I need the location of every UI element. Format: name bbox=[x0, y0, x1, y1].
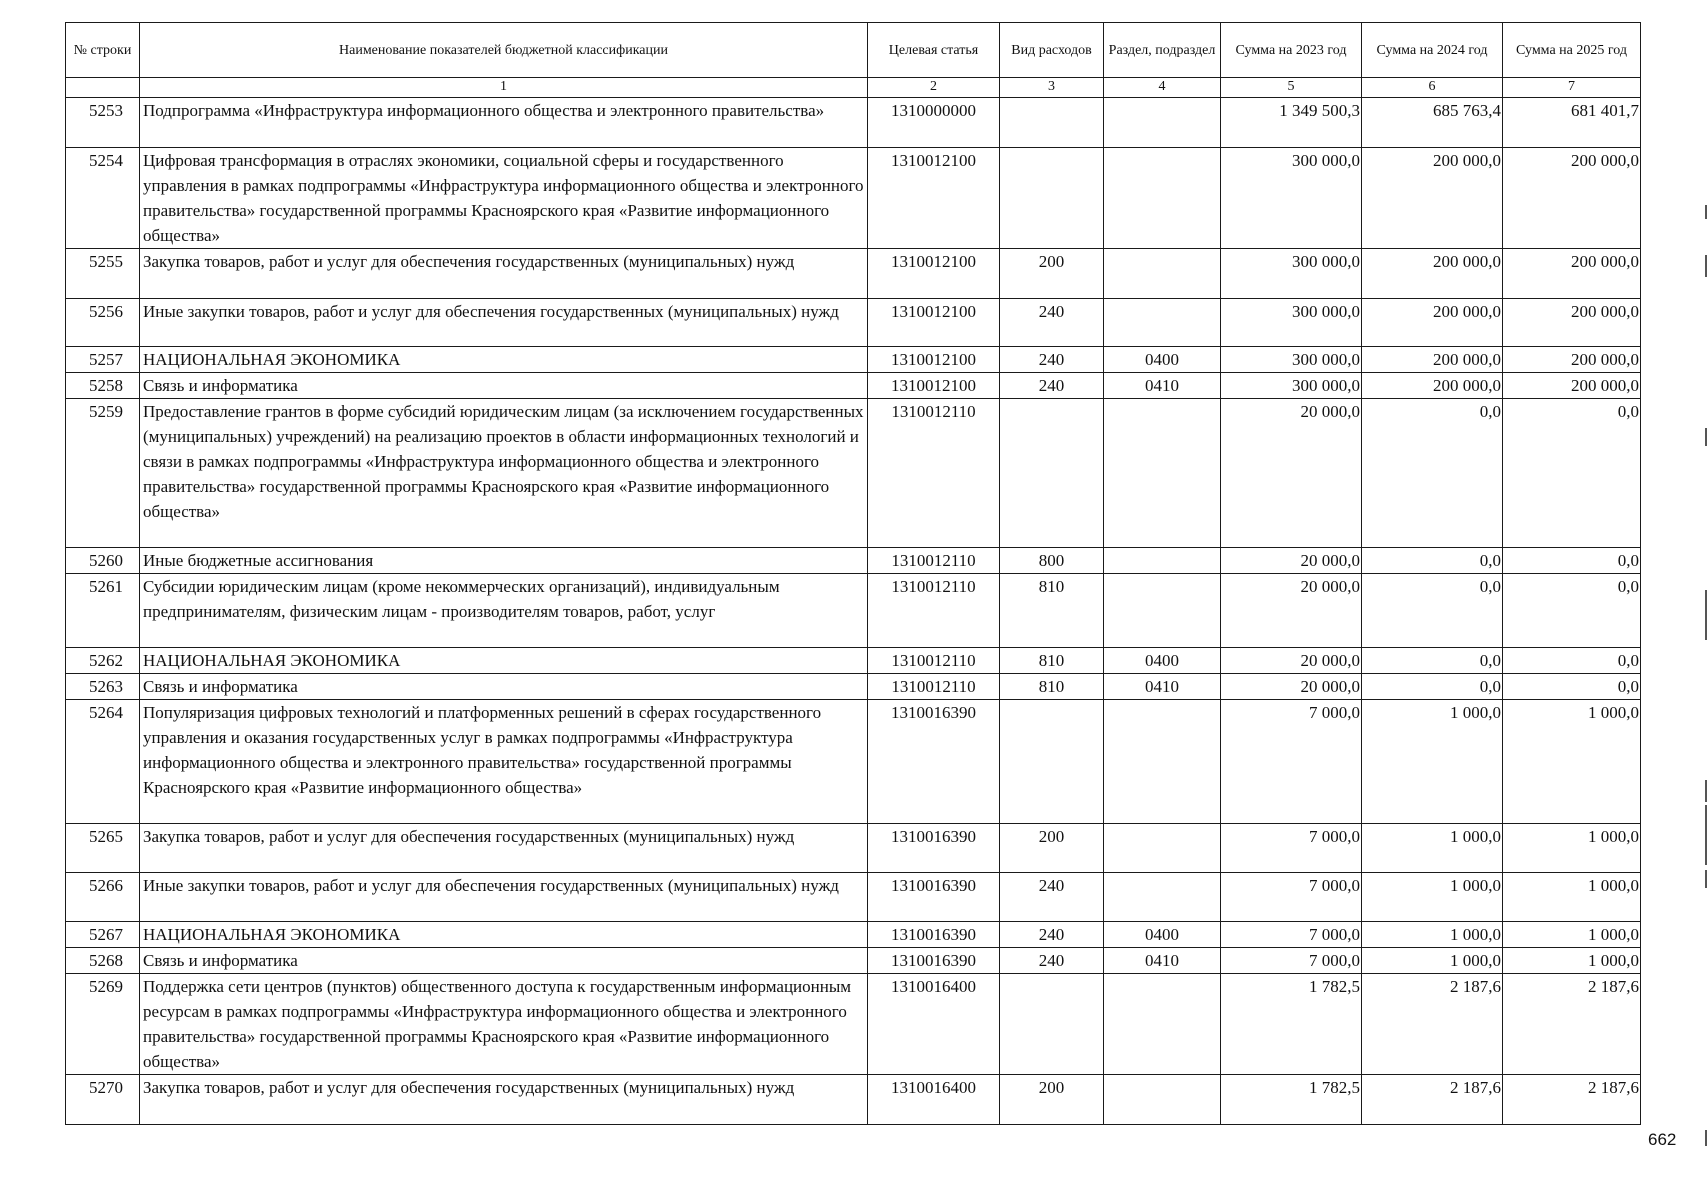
column-number: 5 bbox=[1221, 78, 1362, 98]
section-code bbox=[1104, 98, 1221, 148]
column-number: 2 bbox=[868, 78, 1000, 98]
target-article: 1310000000 bbox=[868, 98, 1000, 148]
sum-2023: 7 000,0 bbox=[1221, 873, 1362, 922]
row-number: 5262 bbox=[66, 648, 140, 674]
expense-kind bbox=[1000, 974, 1104, 1075]
indicator-name: Цифровая трансформация в отраслях экономики, социальной сферы и государственного управления в рамках подпрограммы «Инфраструктура информационного общества и электронного правительства» государственной программы Красноярского края «Развитие информационного общества» bbox=[140, 148, 868, 249]
expense-kind: 240 bbox=[1000, 948, 1104, 974]
header-row-no: № строки bbox=[66, 23, 140, 78]
sum-2024: 1 000,0 bbox=[1362, 700, 1503, 824]
indicator-name: Связь и информатика bbox=[140, 674, 868, 700]
sum-2025: 0,0 bbox=[1503, 399, 1641, 548]
target-article: 1310012100 bbox=[868, 347, 1000, 373]
section-code bbox=[1104, 548, 1221, 574]
indicator-name: НАЦИОНАЛЬНАЯ ЭКОНОМИКА bbox=[140, 347, 868, 373]
expense-kind bbox=[1000, 98, 1104, 148]
header-sum-2024: Сумма на 2024 год bbox=[1362, 23, 1503, 78]
section-code: 0410 bbox=[1104, 948, 1221, 974]
section-code bbox=[1104, 873, 1221, 922]
row-number: 5255 bbox=[66, 249, 140, 299]
indicator-name: Популяризация цифровых технологий и платформенных решений в сферах государственного управления и оказания государственных услуг в рамках подпрограммы «Инфраструктура информационного общества и электронного правительства» государственной программы Красноярского края «Развитие информационного общества» bbox=[140, 700, 868, 824]
sum-2023: 20 000,0 bbox=[1221, 674, 1362, 700]
column-number: 1 bbox=[140, 78, 868, 98]
column-number bbox=[66, 78, 140, 98]
sum-2023: 300 000,0 bbox=[1221, 299, 1362, 347]
sum-2025: 1 000,0 bbox=[1503, 922, 1641, 948]
sum-2023: 20 000,0 bbox=[1221, 574, 1362, 648]
header-target: Целевая статья bbox=[868, 23, 1000, 78]
section-code bbox=[1104, 249, 1221, 299]
expense-kind: 810 bbox=[1000, 648, 1104, 674]
section-code bbox=[1104, 148, 1221, 249]
header-section: Раздел, подраздел bbox=[1104, 23, 1221, 78]
sum-2023: 20 000,0 bbox=[1221, 548, 1362, 574]
sum-2023: 1 349 500,3 bbox=[1221, 98, 1362, 148]
column-number-row bbox=[66, 78, 1641, 98]
sum-2023: 20 000,0 bbox=[1221, 648, 1362, 674]
expense-kind: 200 bbox=[1000, 1075, 1104, 1125]
header-kind: Вид расходов bbox=[1000, 23, 1104, 78]
target-article: 1310016390 bbox=[868, 700, 1000, 824]
sum-2025: 200 000,0 bbox=[1503, 148, 1641, 249]
table-row bbox=[66, 974, 1641, 1075]
indicator-name: НАЦИОНАЛЬНАЯ ЭКОНОМИКА bbox=[140, 648, 868, 674]
indicator-name: Подпрограмма «Инфраструктура информационного общества и электронного правительства» bbox=[140, 98, 868, 148]
target-article: 1310012100 bbox=[868, 373, 1000, 399]
section-code bbox=[1104, 1075, 1221, 1125]
sum-2023: 300 000,0 bbox=[1221, 373, 1362, 399]
expense-kind: 810 bbox=[1000, 574, 1104, 648]
section-code: 0400 bbox=[1104, 648, 1221, 674]
indicator-name: Закупка товаров, работ и услуг для обеспечения государственных (муниципальных) нужд bbox=[140, 249, 868, 299]
sum-2024: 1 000,0 bbox=[1362, 922, 1503, 948]
section-code bbox=[1104, 974, 1221, 1075]
row-number: 5256 bbox=[66, 299, 140, 347]
target-article: 1310012100 bbox=[868, 299, 1000, 347]
target-article: 1310012110 bbox=[868, 674, 1000, 700]
table-row bbox=[66, 700, 1641, 824]
sum-2024: 0,0 bbox=[1362, 648, 1503, 674]
section-code: 0410 bbox=[1104, 674, 1221, 700]
row-number: 5269 bbox=[66, 974, 140, 1075]
row-number: 5258 bbox=[66, 373, 140, 399]
table-row bbox=[66, 148, 1641, 249]
section-code bbox=[1104, 399, 1221, 548]
section-code: 0400 bbox=[1104, 922, 1221, 948]
target-article: 1310012100 bbox=[868, 249, 1000, 299]
sum-2025: 1 000,0 bbox=[1503, 873, 1641, 922]
sum-2025: 200 000,0 bbox=[1503, 299, 1641, 347]
sum-2025: 2 187,6 bbox=[1503, 974, 1641, 1075]
header-sum-2025: Сумма на 2025 год bbox=[1503, 23, 1641, 78]
table-header bbox=[66, 23, 1641, 78]
indicator-name: Иные бюджетные ассигнования bbox=[140, 548, 868, 574]
expense-kind: 240 bbox=[1000, 299, 1104, 347]
target-article: 1310016400 bbox=[868, 974, 1000, 1075]
expense-kind bbox=[1000, 700, 1104, 824]
section-code: 0410 bbox=[1104, 373, 1221, 399]
sum-2024: 1 000,0 bbox=[1362, 824, 1503, 873]
target-article: 1310016390 bbox=[868, 824, 1000, 873]
sum-2025: 1 000,0 bbox=[1503, 948, 1641, 974]
sum-2023: 300 000,0 bbox=[1221, 249, 1362, 299]
table-row bbox=[66, 824, 1641, 873]
row-number: 5257 bbox=[66, 347, 140, 373]
table-body bbox=[66, 78, 1641, 1125]
expense-kind: 240 bbox=[1000, 922, 1104, 948]
sum-2024: 685 763,4 bbox=[1362, 98, 1503, 148]
target-article: 1310012110 bbox=[868, 399, 1000, 548]
row-number: 5254 bbox=[66, 148, 140, 249]
sum-2024: 1 000,0 bbox=[1362, 873, 1503, 922]
sum-2024: 1 000,0 bbox=[1362, 948, 1503, 974]
target-article: 1310012110 bbox=[868, 548, 1000, 574]
sum-2023: 20 000,0 bbox=[1221, 399, 1362, 548]
expense-kind: 240 bbox=[1000, 347, 1104, 373]
column-number: 6 bbox=[1362, 78, 1503, 98]
row-number: 5266 bbox=[66, 873, 140, 922]
indicator-name: Предоставление грантов в форме субсидий юридическим лицам (за исключением государственных (муниципальных) учреждений) на реализацию проектов в области информационных технологий и связи в рамках подпрограммы «Инфраструктура информационного общества и электронного правительства» государственной программы Красноярского края «Развитие информационного общества» bbox=[140, 399, 868, 548]
header-name: Наименование показателей бюджетной классификации bbox=[140, 23, 868, 78]
sum-2024: 200 000,0 bbox=[1362, 373, 1503, 399]
column-number: 7 bbox=[1503, 78, 1641, 98]
table-row bbox=[66, 922, 1641, 948]
sum-2025: 200 000,0 bbox=[1503, 373, 1641, 399]
row-number: 5264 bbox=[66, 700, 140, 824]
table-row bbox=[66, 1075, 1641, 1125]
table-row bbox=[66, 648, 1641, 674]
section-code bbox=[1104, 700, 1221, 824]
sum-2023: 300 000,0 bbox=[1221, 347, 1362, 373]
sum-2024: 0,0 bbox=[1362, 674, 1503, 700]
row-number: 5253 bbox=[66, 98, 140, 148]
sum-2024: 200 000,0 bbox=[1362, 347, 1503, 373]
table-row bbox=[66, 674, 1641, 700]
table-row bbox=[66, 574, 1641, 648]
indicator-name: Иные закупки товаров, работ и услуг для обеспечения государственных (муниципальных) нужд bbox=[140, 299, 868, 347]
expense-kind bbox=[1000, 148, 1104, 249]
table-row bbox=[66, 299, 1641, 347]
row-number: 5261 bbox=[66, 574, 140, 648]
target-article: 1310016390 bbox=[868, 873, 1000, 922]
sum-2023: 7 000,0 bbox=[1221, 922, 1362, 948]
row-number: 5270 bbox=[66, 1075, 140, 1125]
expense-kind bbox=[1000, 399, 1104, 548]
table-row bbox=[66, 548, 1641, 574]
table-row bbox=[66, 873, 1641, 922]
sum-2025: 1 000,0 bbox=[1503, 824, 1641, 873]
table-row bbox=[66, 399, 1641, 548]
section-code bbox=[1104, 574, 1221, 648]
sum-2025: 2 187,6 bbox=[1503, 1075, 1641, 1125]
row-number: 5260 bbox=[66, 548, 140, 574]
expense-kind: 800 bbox=[1000, 548, 1104, 574]
header-row bbox=[66, 23, 1641, 78]
table-row bbox=[66, 948, 1641, 974]
sum-2024: 0,0 bbox=[1362, 399, 1503, 548]
sum-2023: 300 000,0 bbox=[1221, 148, 1362, 249]
section-code bbox=[1104, 824, 1221, 873]
sum-2025: 681 401,7 bbox=[1503, 98, 1641, 148]
column-number: 3 bbox=[1000, 78, 1104, 98]
sum-2025: 0,0 bbox=[1503, 548, 1641, 574]
sum-2024: 2 187,6 bbox=[1362, 974, 1503, 1075]
sum-2024: 0,0 bbox=[1362, 548, 1503, 574]
row-number: 5268 bbox=[66, 948, 140, 974]
table-row bbox=[66, 347, 1641, 373]
expense-kind: 240 bbox=[1000, 373, 1104, 399]
sum-2023: 7 000,0 bbox=[1221, 824, 1362, 873]
column-number: 4 bbox=[1104, 78, 1221, 98]
target-article: 1310016390 bbox=[868, 922, 1000, 948]
expense-kind: 200 bbox=[1000, 824, 1104, 873]
sum-2024: 200 000,0 bbox=[1362, 299, 1503, 347]
indicator-name: Закупка товаров, работ и услуг для обеспечения государственных (муниципальных) нужд bbox=[140, 824, 868, 873]
indicator-name: Связь и информатика bbox=[140, 373, 868, 399]
target-article: 1310012110 bbox=[868, 648, 1000, 674]
budget-table bbox=[65, 22, 1641, 1125]
indicator-name: Связь и информатика bbox=[140, 948, 868, 974]
sum-2023: 7 000,0 bbox=[1221, 948, 1362, 974]
sum-2023: 1 782,5 bbox=[1221, 1075, 1362, 1125]
page-number: 662 bbox=[1648, 1130, 1677, 1149]
table-row bbox=[66, 98, 1641, 148]
header-sum-2023: Сумма на 2023 год bbox=[1221, 23, 1362, 78]
indicator-name: Закупка товаров, работ и услуг для обеспечения государственных (муниципальных) нужд bbox=[140, 1075, 868, 1125]
expense-kind: 810 bbox=[1000, 674, 1104, 700]
row-number: 5263 bbox=[66, 674, 140, 700]
section-code: 0400 bbox=[1104, 347, 1221, 373]
row-number: 5267 bbox=[66, 922, 140, 948]
indicator-name: Субсидии юридическим лицам (кроме некоммерческих организаций), индивидуальным предпринимателям, физическим лицам - производителям товаров, работ, услуг bbox=[140, 574, 868, 648]
target-article: 1310016390 bbox=[868, 948, 1000, 974]
table-row bbox=[66, 373, 1641, 399]
sum-2024: 200 000,0 bbox=[1362, 148, 1503, 249]
indicator-name: НАЦИОНАЛЬНАЯ ЭКОНОМИКА bbox=[140, 922, 868, 948]
sum-2024: 0,0 bbox=[1362, 574, 1503, 648]
sum-2025: 200 000,0 bbox=[1503, 249, 1641, 299]
sum-2023: 7 000,0 bbox=[1221, 700, 1362, 824]
table-row bbox=[66, 249, 1641, 299]
indicator-name: Иные закупки товаров, работ и услуг для обеспечения государственных (муниципальных) нужд bbox=[140, 873, 868, 922]
sum-2024: 200 000,0 bbox=[1362, 249, 1503, 299]
indicator-name: Поддержка сети центров (пунктов) общественного доступа к государственным информационным ресурсам в рамках подпрограммы «Инфраструктура информационного общества и электронного правительства» государственной программы Красноярского края «Развитие информационного общества» bbox=[140, 974, 868, 1075]
target-article: 1310016400 bbox=[868, 1075, 1000, 1125]
section-code bbox=[1104, 299, 1221, 347]
target-article: 1310012110 bbox=[868, 574, 1000, 648]
row-number: 5265 bbox=[66, 824, 140, 873]
sum-2025: 0,0 bbox=[1503, 648, 1641, 674]
sum-2024: 2 187,6 bbox=[1362, 1075, 1503, 1125]
sum-2025: 1 000,0 bbox=[1503, 700, 1641, 824]
target-article: 1310012100 bbox=[868, 148, 1000, 249]
row-number: 5259 bbox=[66, 399, 140, 548]
sum-2025: 0,0 bbox=[1503, 574, 1641, 648]
sum-2025: 0,0 bbox=[1503, 674, 1641, 700]
sum-2025: 200 000,0 bbox=[1503, 347, 1641, 373]
sum-2023: 1 782,5 bbox=[1221, 974, 1362, 1075]
expense-kind: 200 bbox=[1000, 249, 1104, 299]
expense-kind: 240 bbox=[1000, 873, 1104, 922]
